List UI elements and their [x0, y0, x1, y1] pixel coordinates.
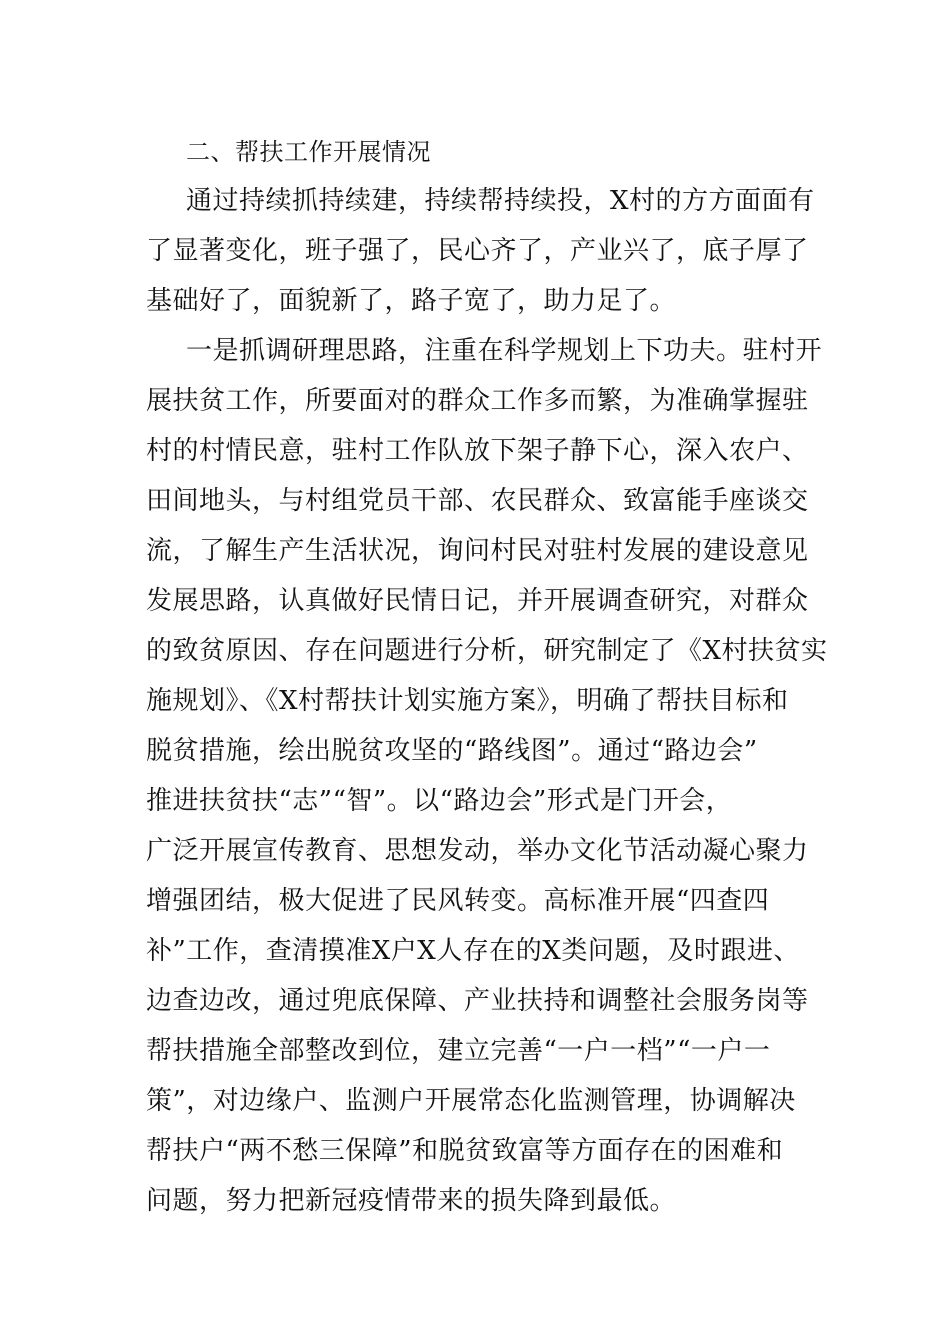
paragraph-line: 边查边改，通过兜底保障、产业扶持和调整社会服务岗等 — [146, 986, 809, 1016]
paragraph-line: 帮扶户“两不愁三保障”和脱贫致富等方面存在的困难和 — [146, 1136, 784, 1166]
paragraph-line: 发展思路，认真做好民情日记，并开展调查研究，对群众 — [146, 586, 809, 616]
paragraph-line: 帮扶措施全部整改到位，建立完善“一户一档”“一户一 — [146, 1036, 771, 1066]
paragraph-line: 展扶贫工作，所要面对的群众工作多而繁，为准确掌握驻 — [146, 386, 809, 416]
paragraph-line: 基础好了，面貌新了，路子宽了，助力足了。 — [146, 286, 677, 316]
paragraph-line: 通过持续抓持续建，持续帮持续投，X村的方方面面有 — [186, 186, 815, 216]
paragraph-line: 了显著变化，班子强了，民心齐了，产业兴了，底子厚了 — [146, 236, 809, 266]
paragraph-line: 问题，努力把新冠疫情带来的损失降到最低。 — [146, 1186, 677, 1216]
paragraph-line: 村的村情民意，驻村工作队放下架子静下心，深入农户、 — [146, 436, 809, 466]
paragraph-line: 补”工作，查清摸准X户X人存在的X类问题，及时跟进、 — [146, 936, 800, 966]
paragraph-line: 推进扶贫扶“志”“智”。以“路边会”形式是门开会， — [146, 786, 733, 816]
paragraph-line: 广泛开展宣传教育、思想发动，举办文化节活动凝心聚力 — [146, 836, 809, 866]
paragraph-line: 脱贫措施，绘出脱贫攻坚的“路线图”。通过“路边会” — [146, 736, 758, 766]
paragraph-line: 流，了解生产生活状况，询问村民对驻村发展的建设意见 — [146, 536, 809, 566]
paragraph-line: 一是抓调研理思路，注重在科学规划上下功夫。驻村开 — [186, 336, 823, 366]
paragraph-line: 的致贫原因、存在问题进行分析，研究制定了《X村扶贫实 — [146, 636, 828, 666]
paragraph-line: 施规划》、《X村帮扶计划实施方案》，明确了帮扶目标和 — [146, 686, 789, 716]
paragraph-line: 增强团结，极大促进了民风转变。高标准开展“四查四 — [146, 886, 770, 916]
paragraph-line: 策”，对边缘户、监测户开展常态化监测管理，协调解决 — [146, 1086, 796, 1116]
section-heading: 二、帮扶工作开展情况 — [186, 138, 431, 166]
paragraph-line: 田间地头，与村组党员干部、农民群众、致富能手座谈交 — [146, 486, 809, 516]
